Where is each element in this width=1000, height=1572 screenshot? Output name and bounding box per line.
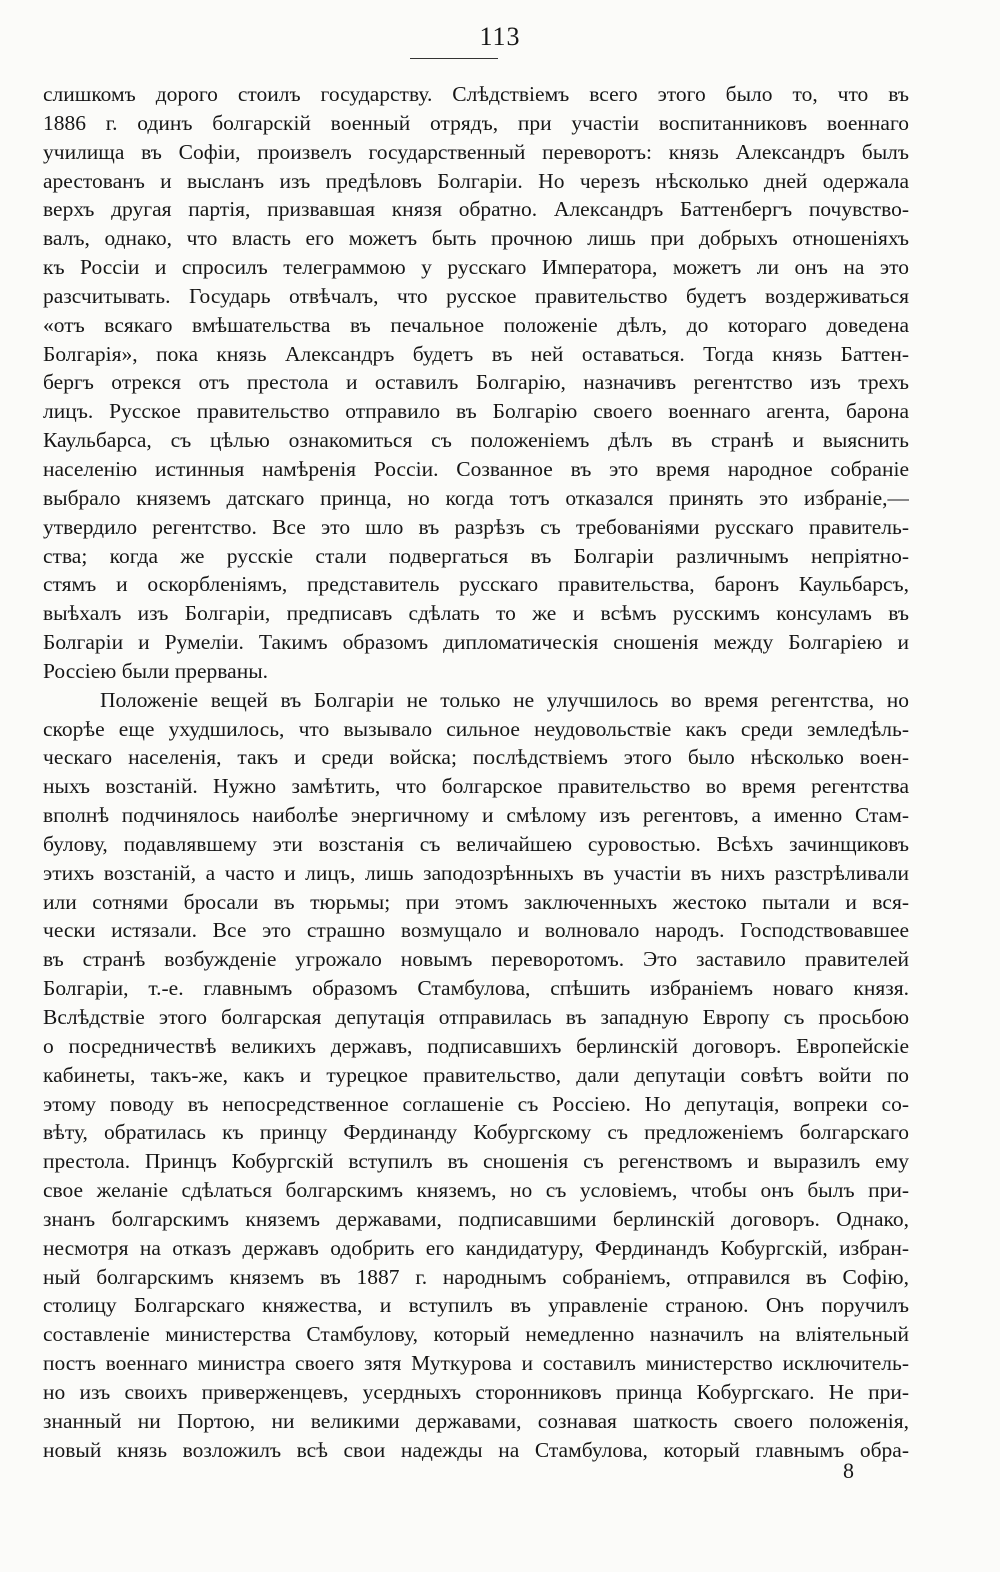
page-number-rule xyxy=(410,58,498,59)
text-line: 1886 г. одинъ болгарскій военный отрядъ, при участіи воспитанниковъ военнаго xyxy=(43,110,909,135)
text-line: училища въ Софіи, произвелъ государственный переворотъ: князь Александръ былъ xyxy=(43,139,909,164)
text-line: престола. Принцъ Кобургскій вступилъ въ сношенія съ регенствомъ и выразилъ ему xyxy=(43,1149,909,1174)
text-line: утвердило регентство. Все это шло въ разрѣзъ съ требованіями русскаго правитель- xyxy=(43,514,909,539)
text-line: несмотря на отказъ державъ одобрить его кандидатуру, Фердинандъ Кобургскій, избран- xyxy=(43,1235,909,1260)
paragraph xyxy=(43,686,909,1465)
text-line: Вслѣдствіе этого болгарская депутація отправилась въ западную Европу съ просьбою xyxy=(43,1005,909,1029)
text-line: но изъ своихъ приверженцевъ, усердныхъ сторонниковъ принца Кобургскаго. Не при- xyxy=(43,1379,909,1404)
text-line: столицу Болгарскаго княжества, и вступилъ въ управленіе страною. Онъ поручилъ xyxy=(43,1293,909,1318)
text-line: Каульбарса, съ цѣлью ознакомиться съ положеніемъ дѣлъ въ странѣ и выяснить xyxy=(43,428,909,453)
text-line: арестованъ и высланъ изъ предѣловъ Болгаріи. Но черезъ нѣсколько дней одержала xyxy=(43,168,909,193)
text-line: Болгаріи, т.-е. главнымъ образомъ Стамбулова, спѣшить избраніемъ новаго князя. xyxy=(43,976,909,1001)
text-line: разсчитывать. Государь отвѣчалъ, что русское правительство будетъ воздерживаться xyxy=(43,283,909,308)
text-line: скорѣе еще ухудшилось, что вызывало сильное неудовольствіе какъ среди земледѣль- xyxy=(43,716,909,741)
text-line: «отъ всякаго вмѣшательства въ печальное положеніе дѣлъ, до котораго доведена xyxy=(43,312,909,337)
text-line: знанъ болгарскимъ княземъ державами, подписавшими берлинскій договоръ. Однако, xyxy=(43,1206,909,1231)
text-line: Болгаріи и Румеліи. Такимъ образомъ дипломатическія сношенія между Болгаріею и xyxy=(43,630,909,655)
text-line: свое желаніе сдѣлаться болгарскимъ княземъ, но съ условіемъ, чтобы онъ былъ при- xyxy=(43,1178,909,1203)
text-line: валъ, однако, что власть его можетъ быть прочною лишь при добрыхъ отношеніяхъ xyxy=(43,226,909,251)
text-line: ный болгарскимъ княземъ въ 1887 г. народнымъ собраніемъ, отправился въ Софію, xyxy=(43,1264,909,1289)
text-line: бергъ отрекся отъ престола и оставилъ Болгарію, назначивъ регентство изъ трехъ xyxy=(43,370,909,395)
text-line: Болгарія», пока князь Александръ будетъ въ ней оставаться. Тогда князь Баттен- xyxy=(43,341,909,366)
text-line: этихъ возстаній, а часто и лицъ, лишь заподозрѣнныхъ въ участіи въ нихъ разстрѣливали xyxy=(43,860,909,885)
text-line: ныхъ возстаній. Нужно замѣтить, что болгарское правительство во время регентства xyxy=(43,774,909,799)
text-line: верхъ другая партія, призвавшая князя обратно. Александръ Баттенбергъ почувство- xyxy=(43,197,909,222)
text-line: булову, подавлявшему эти возстанія съ величайшею суровостью. Всѣхъ зачинщиковъ xyxy=(43,831,909,856)
text-line: знанный ни Портою, ни великими державами, сознавая шаткость своего положенія, xyxy=(43,1408,909,1433)
text-line: къ Россіи и спросилъ телеграммою у русскаго Императора, можетъ ли онъ на это xyxy=(43,255,909,280)
text-line: Положеніе вещей въ Болгаріи не только не улучшилось во время регентства, но xyxy=(100,687,909,712)
text-line: лицъ. Русское правительство отправило въ Болгарію своего военнаго агента, барона xyxy=(43,399,909,424)
text-line: чески истязали. Все это страшно возмущало и волновало народъ. Господствовавшее xyxy=(43,918,909,943)
text-line: вѣту, обратилась къ принцу Фердинанду Кобургскому съ предложеніемъ болгарскаго xyxy=(43,1120,909,1145)
text-line: населенію истинныя намѣренія Россіи. Созванное въ это время народное собраніе xyxy=(43,456,909,481)
text-line: постъ военнаго министра своего зятя Муткурова и составилъ министерство исключитель- xyxy=(43,1351,909,1376)
text-line: Россіею были прерваны. xyxy=(43,658,269,683)
text-line: слишкомъ дорого стоилъ государству. Слѣдствіемъ всего этого было то, что въ xyxy=(43,82,909,106)
text-line: выѣхалъ изъ Болгаріи, предписавъ сдѣлать то же и всѣмъ русскимъ консуламъ въ xyxy=(43,601,909,626)
text-line: ческаго населенія, такъ и среди войска; послѣдствіемъ этого было нѣсколько воен- xyxy=(43,745,909,770)
text-line: стямъ и оскорбленіямъ, представитель русскаго правительства, баронъ Каульбарсъ, xyxy=(43,572,909,597)
text-line: о посредничествѣ великихъ державъ, подписавшихъ берлинскій договоръ. Европейскіе xyxy=(43,1033,909,1058)
body-text xyxy=(43,80,909,1465)
paragraph xyxy=(43,80,909,686)
text-line: вполнѣ подчинялось наиболѣе энергичному и смѣлому изъ регентовъ, а именно Стам- xyxy=(43,803,909,828)
text-line: выбрало княземъ датскаго принца, но когда тотъ отказался принять это избраніе,— xyxy=(43,485,909,510)
text-line: въ странѣ возбужденіе угрожало новымъ переворотомъ. Это заставило правителей xyxy=(43,947,909,972)
text-line: ства; когда же русскіе стали подвергаться въ Болгаріи различнымъ непріятно- xyxy=(43,543,909,568)
text-line: или сотнями бросали въ тюрьмы; при этомъ заключенныхъ жестоко пытали и вся- xyxy=(43,889,909,914)
page-number: 113 xyxy=(479,22,521,51)
text-line: этому поводу въ непосредственное соглашеніе съ Россіею. Но депутація, вопреки со- xyxy=(43,1091,909,1116)
text-line: кабинеты, такъ-же, какъ и турецкое правительство, дали депутаціи совѣтъ войти по xyxy=(43,1062,909,1087)
text-line: новый князь возложилъ всѣ свои надежды на Стамбулова, который главнымъ обра- xyxy=(43,1437,909,1462)
text-line: составленіе министерства Стамбулову, который немедленно назначилъ на вліятельный xyxy=(43,1322,909,1347)
signature-mark: 8 xyxy=(843,1458,854,1483)
